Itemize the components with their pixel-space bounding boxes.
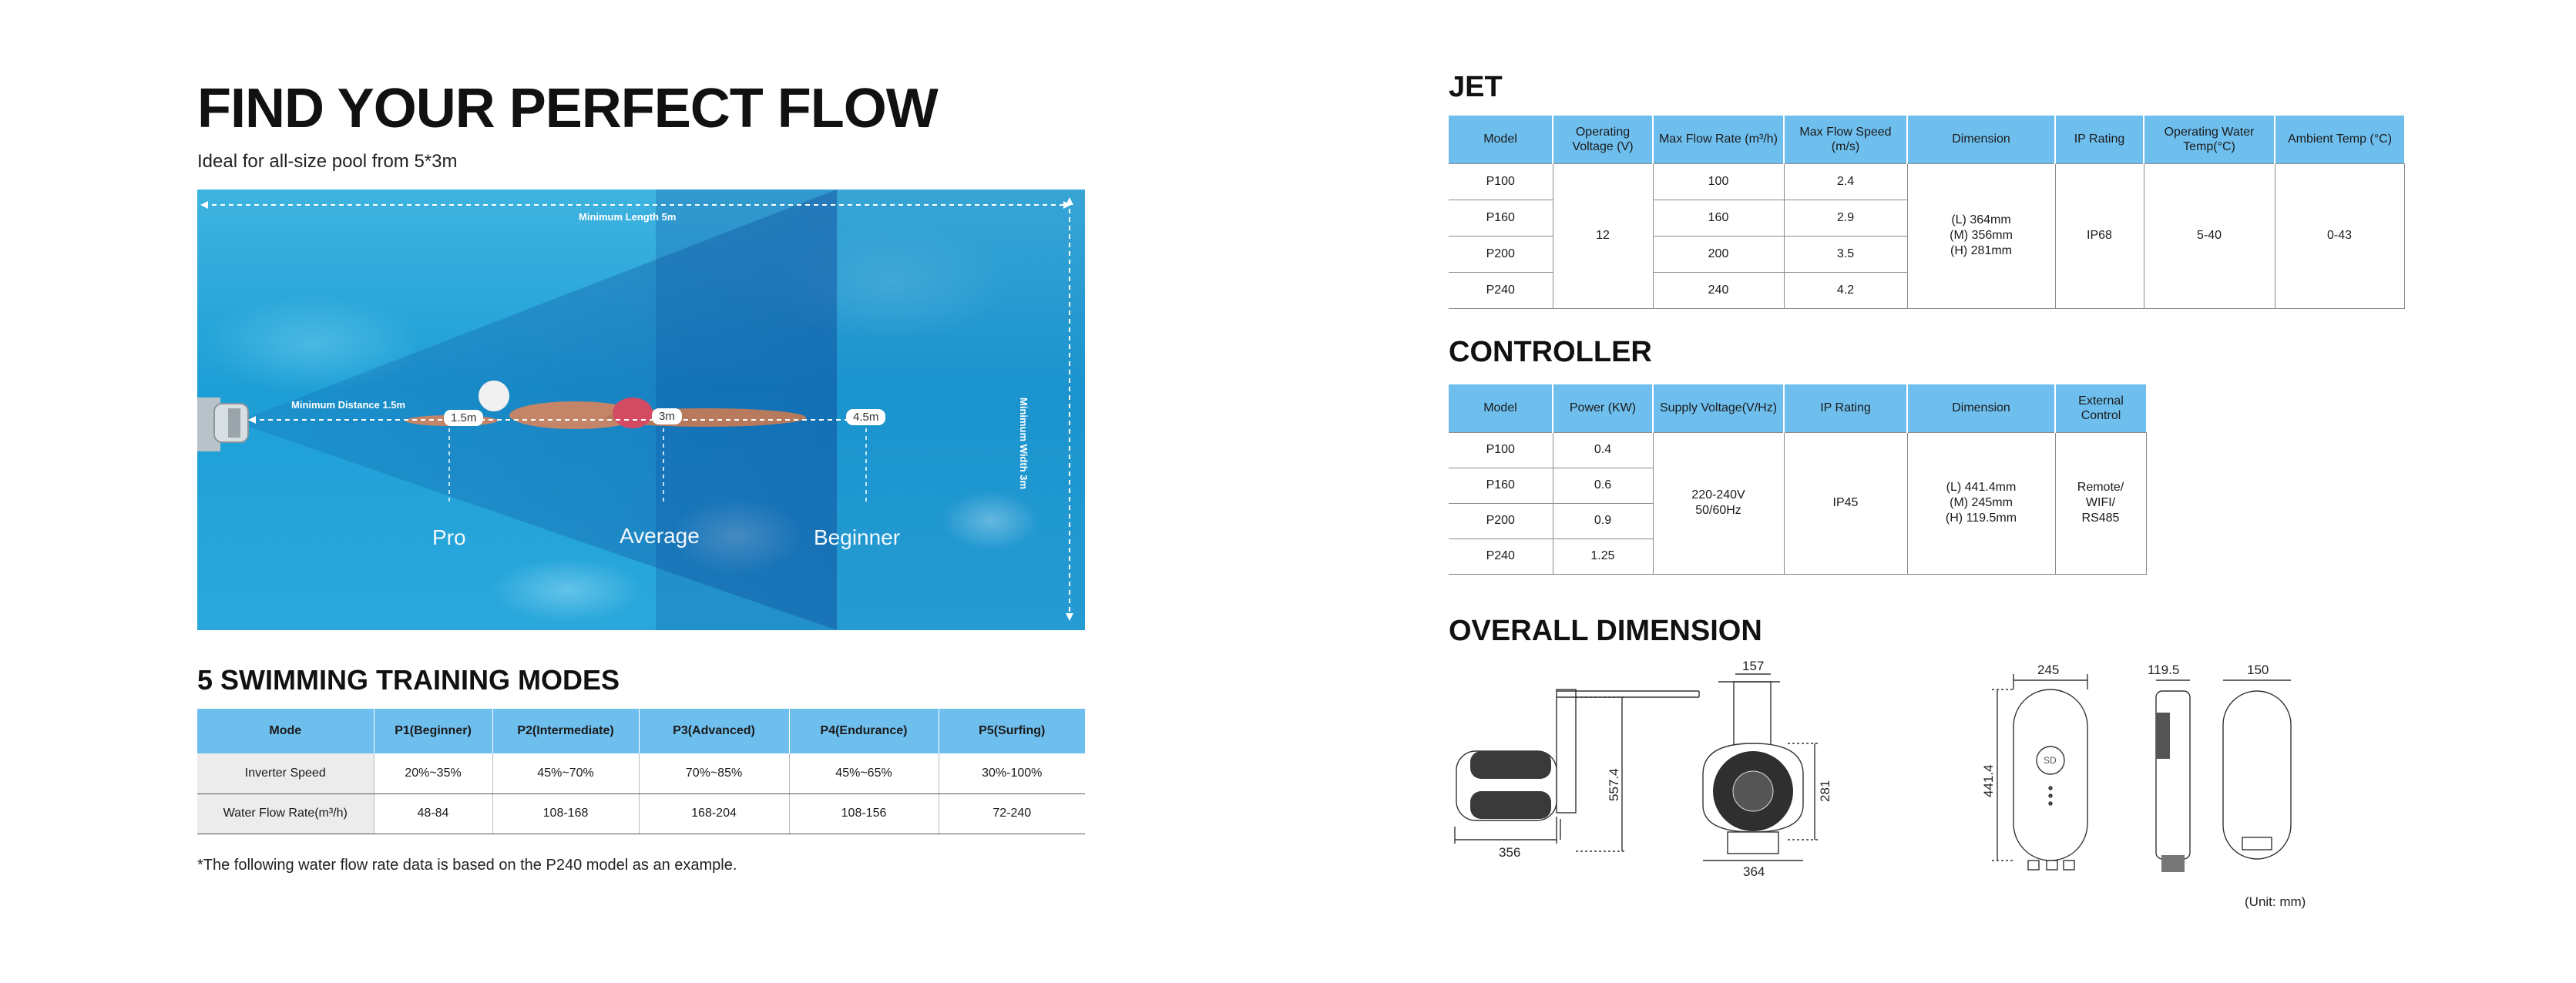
control-line: Remote/: [2077, 481, 2124, 494]
model-cell: P200: [1449, 236, 1553, 272]
modes-header-cell: P3(Advanced): [639, 709, 789, 753]
controller-header-cell: Supply Voltage(V/Hz): [1653, 384, 1784, 432]
controller-header-cell: IP Rating: [1784, 384, 1907, 432]
overall-dimension-title: OVERALL DIMENSION: [1449, 615, 1762, 647]
modes-header-cell: P1(Beginner): [374, 709, 492, 753]
min-width-label: Minimum Width 3m: [1018, 398, 1029, 490]
supply-line: 220-240V: [1691, 488, 1745, 502]
flow-speed-cell: 4.2: [1784, 272, 1907, 308]
dimension-line: (H) 119.5mm: [1945, 512, 2017, 525]
flow-speed-cell: 2.9: [1784, 200, 1907, 236]
controller-front-view: [1992, 674, 2087, 870]
controller-depth-label: 119.5: [2148, 663, 2180, 677]
jet-side-height-label: 557.4: [1607, 768, 1621, 801]
controller-side-view: [2156, 680, 2190, 872]
jet-header-cell: Dimension: [1907, 116, 2055, 163]
dimension-line: (L) 364mm: [1951, 213, 2011, 226]
dimension-line: (M) 356mm: [1950, 229, 2013, 242]
controller-header-cell: Dimension: [1907, 384, 2055, 432]
model-cell: P100: [1449, 432, 1553, 468]
dimension-cell: [1907, 432, 2055, 574]
controller-height-label: 441.4: [1981, 764, 1996, 797]
table-cell: 108-156: [789, 793, 939, 834]
jet-front-height-label: 281: [1818, 780, 1832, 802]
jet-spec-table: [1449, 116, 2405, 309]
table-cell: 168-204: [639, 793, 789, 834]
jet-header-cell: IP Rating: [2055, 116, 2144, 163]
water-temp-cell: 5-40: [2144, 163, 2275, 308]
controller-title: CONTROLLER: [1449, 336, 1652, 368]
table-row: [1449, 163, 2404, 200]
controller-width-label: 245: [2037, 663, 2060, 677]
modes-title: 5 SWIMMING TRAINING MODES: [197, 664, 620, 696]
min-distance-label: Minimum Distance 1.5m: [291, 399, 406, 411]
jet-header-cell: Model: [1449, 116, 1553, 163]
supply-voltage-cell: [1653, 432, 1784, 574]
flow-rate-cell: 240: [1653, 272, 1784, 308]
table-cell: 70%~85%: [639, 753, 789, 793]
flow-rate-cell: 200: [1653, 236, 1784, 272]
controller-header-cell: External Control: [2055, 384, 2146, 432]
table-row: [197, 753, 1085, 793]
zone-beginner-label: Beginner: [814, 525, 901, 549]
marker-4-5m: 4.5m: [846, 409, 885, 425]
jet-title: JET: [1449, 71, 1503, 103]
dimension-line: (H) 281mm: [1950, 244, 2012, 257]
external-control-cell: [2055, 432, 2146, 574]
table-row: [1449, 432, 2146, 468]
power-cell: 0.6: [1553, 468, 1653, 503]
model-cell: P240: [1449, 538, 1553, 574]
table-cell: 45%~65%: [789, 753, 939, 793]
zone-average-label: Average: [620, 524, 700, 548]
power-cell: 0.9: [1553, 503, 1653, 538]
ambient-temp-cell: 0-43: [2275, 163, 2404, 308]
jet-header-cell: Ambient Temp (°C): [2275, 116, 2404, 163]
modes-header-cell: P4(Endurance): [789, 709, 939, 753]
jet-front-top-label: 157: [1742, 659, 1765, 673]
flow-rate-cell: 160: [1653, 200, 1784, 236]
flow-rate-cell: 100: [1653, 163, 1784, 200]
row-label: Inverter Speed: [197, 753, 374, 793]
controller-spec-table: [1449, 384, 2147, 575]
table-cell: 72-240: [939, 793, 1085, 834]
model-cell: P160: [1449, 200, 1553, 236]
model-cell: P100: [1449, 163, 1553, 200]
model-cell: P240: [1449, 272, 1553, 308]
jet-header-cell: Operating Water Temp(°C): [2144, 116, 2275, 163]
flow-speed-cell: 3.5: [1784, 236, 1907, 272]
controller-header-row: [1449, 384, 2146, 432]
jet-header-cell: Max Flow Rate (m³/h): [1653, 116, 1784, 163]
page-title: FIND YOUR PERFECT FLOW: [197, 78, 938, 139]
modes-header-cell: Mode: [197, 709, 374, 753]
voltage-cell: 12: [1553, 163, 1653, 308]
power-cell: 1.25: [1553, 538, 1653, 574]
jet-front-view: [1703, 674, 1819, 861]
controller-back-view: [2223, 680, 2291, 859]
jet-header-cell: Operating Voltage (V): [1553, 116, 1653, 163]
modes-header-cell: P2(Intermediate): [492, 709, 639, 753]
table-cell: 45%~70%: [492, 753, 639, 793]
jet-header-row: [1449, 116, 2404, 163]
jet-front-width-label: 364: [1743, 864, 1765, 879]
jet-header-cell: Max Flow Speed (m/s): [1784, 116, 1907, 163]
table-cell: 48-84: [374, 793, 492, 834]
page-subtitle: Ideal for all-size pool from 5*3m: [197, 151, 458, 172]
marker-3m: 3m: [652, 408, 682, 424]
dimension-drawings: [1449, 659, 2343, 913]
jet-side-view: [1455, 689, 1699, 851]
dimension-line: (L) 441.4mm: [1946, 481, 2017, 494]
row-label: Water Flow Rate(m³/h): [197, 793, 374, 834]
marker-1-5m: 1.5m: [444, 410, 483, 426]
modes-table: [197, 709, 1085, 834]
modes-header-row: [197, 709, 1085, 753]
control-line: RS485: [2081, 512, 2120, 525]
model-cell: P160: [1449, 468, 1553, 503]
power-cell: 0.4: [1553, 432, 1653, 468]
jet-device: [197, 398, 248, 451]
modes-header-cell: P5(Surfing): [939, 709, 1085, 753]
min-length-label: Minimum Length 5m: [579, 211, 677, 223]
controller-header-cell: Model: [1449, 384, 1553, 432]
control-line: WIFI/: [2085, 496, 2116, 509]
ip-rating-cell: IP45: [1784, 432, 1907, 574]
controller-header-cell: Power (KW): [1553, 384, 1653, 432]
pool-illustration: [197, 190, 1085, 630]
table-cell: 20%~35%: [374, 753, 492, 793]
controller-logo: SD: [2044, 755, 2057, 766]
footnote: *The following water flow rate data is based on the P240 model as an example.: [197, 857, 737, 874]
supply-line: 50/60Hz: [1695, 504, 1741, 517]
dimension-line: (M) 245mm: [1950, 496, 2013, 509]
unit-label: (Unit: mm): [2245, 894, 2306, 909]
controller-back-width-label: 150: [2247, 663, 2269, 677]
flow-speed-cell: 2.4: [1784, 163, 1907, 200]
ip-rating-cell: IP68: [2055, 163, 2144, 308]
table-cell: 108-168: [492, 793, 639, 834]
jet-side-width-label: 356: [1499, 845, 1521, 860]
model-cell: P200: [1449, 503, 1553, 538]
dimension-cell: [1907, 163, 2055, 308]
table-cell: 30%-100%: [939, 753, 1085, 793]
table-row: [197, 793, 1085, 834]
zone-pro-label: Pro: [432, 525, 466, 549]
